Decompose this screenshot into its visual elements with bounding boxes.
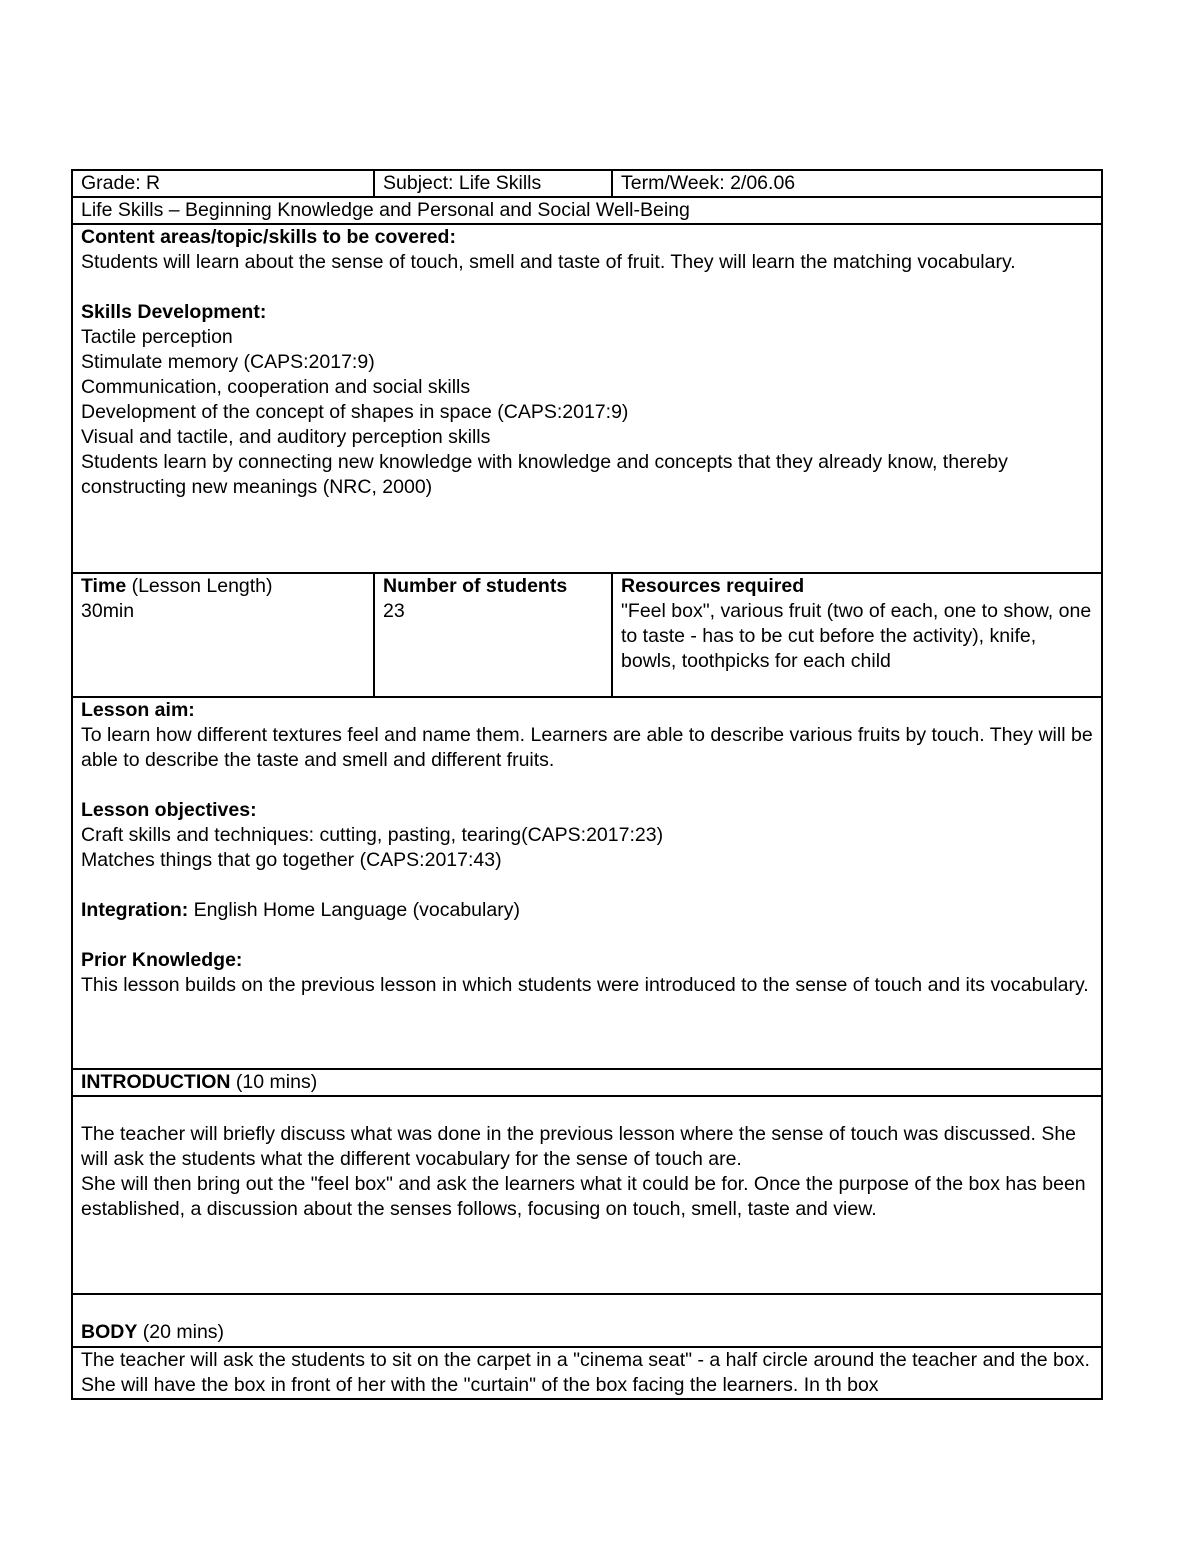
introduction-para: She will then bring out the "feel box" and ask the learners what it could be for. Once the purpose of the box has been established, a discussion about the senses follows, focusing on touch, smell, taste and view. — [81, 1173, 1086, 1220]
time-label: Time — [81, 575, 127, 597]
integration-value: English Home Language (vocabulary) — [188, 899, 520, 921]
spacer — [81, 873, 1093, 898]
spacer — [81, 773, 1093, 798]
content-text: Students will learn about the sense of touch, smell and taste of fruit. They will learn the matching vocabulary. — [81, 251, 1016, 273]
body-cell — [72, 1347, 1102, 1399]
body-header-cell — [72, 1294, 1102, 1347]
strand-row — [72, 197, 1102, 224]
students-cell — [374, 573, 612, 697]
skills-heading: Skills Development: — [81, 301, 267, 323]
objective-item: Craft skills and techniques: cutting, pasting, tearing(CAPS:2017:23) — [81, 824, 664, 846]
introduction-header-cell — [72, 1069, 1102, 1096]
introduction-cell — [72, 1096, 1102, 1294]
aim-heading: Lesson aim: — [81, 699, 195, 721]
prior-heading: Prior Knowledge: — [81, 949, 243, 971]
spacer — [81, 275, 1093, 300]
resources-value: "Feel box", various fruit (two of each, one to show, one to taste - has to be cut before the activity), knife, bowls, toothpicks for each child — [621, 600, 1092, 672]
spacer — [81, 1295, 1093, 1320]
time-note: (Lesson Length) — [126, 575, 273, 597]
content-row — [72, 224, 1102, 573]
resources-label: Resources required — [621, 575, 805, 597]
students-value: 23 — [383, 600, 405, 622]
body-heading: BODY — [81, 1321, 138, 1343]
meta-row — [72, 573, 1102, 697]
integration-label: Integration: — [81, 899, 189, 921]
introduction-row — [72, 1096, 1102, 1294]
grade-cell: Grade: R — [72, 170, 374, 197]
skill-item: Tactile perception — [81, 326, 233, 348]
objective-item: Matches things that go together (CAPS:2017:43) — [81, 849, 502, 871]
skill-item: Visual and tactile, and auditory perception skills — [81, 426, 491, 448]
time-value: 30min — [81, 600, 135, 622]
spacer — [81, 1097, 1093, 1122]
objectives-heading: Lesson objectives: — [81, 799, 257, 821]
content-heading: Content areas/topic/skills to be covered: — [81, 226, 456, 248]
introduction-para: The teacher will briefly discuss what was done in the previous lesson where the sense of touch was discussed. She will ask the students what the different vocabulary for the sense of touch are. — [81, 1123, 1077, 1170]
header-row — [72, 170, 1102, 197]
introduction-header-row — [72, 1069, 1102, 1096]
skill-item: Students learn by connecting new knowledge with knowledge and concepts that they already know, thereby constructing new meanings (NRC, 2000) — [81, 451, 1008, 498]
skill-item: Stimulate memory (CAPS:2017:9) — [81, 351, 375, 373]
introduction-duration: (10 mins) — [230, 1071, 318, 1093]
introduction-heading: INTRODUCTION — [81, 1071, 231, 1093]
subject-cell: Subject: Life Skills — [374, 170, 612, 197]
body-text: The teacher will ask the students to sit on the carpet in a "cinema seat" - a half circle around the teacher and the box. She will have the box in front of her with the "curtain" of the box facing the learners. In th box — [81, 1349, 1090, 1396]
lesson-plan-table — [71, 169, 1103, 1400]
body-header-row — [72, 1294, 1102, 1347]
resources-cell — [612, 573, 1102, 697]
prior-text: This lesson builds on the previous lesson in which students were introduced to the sense of touch and its vocabulary. — [81, 974, 1089, 996]
strand-cell: Life Skills – Beginning Knowledge and Personal and Social Well-Being — [72, 197, 1102, 224]
term-week-cell: Term/Week: 2/06.06 — [612, 170, 1102, 197]
aim-row — [72, 697, 1102, 1069]
skill-item: Communication, cooperation and social skills — [81, 376, 471, 398]
students-label: Number of students — [383, 575, 568, 597]
time-cell — [72, 573, 374, 697]
aim-text: To learn how different textures feel and name them. Learners are able to describe various fruits by touch. They will be able to describe the taste and smell and different fruits. — [81, 724, 1093, 771]
body-duration: (20 mins) — [137, 1321, 225, 1343]
body-row — [72, 1347, 1102, 1399]
aim-cell — [72, 697, 1102, 1069]
spacer — [81, 923, 1093, 948]
skill-item: Development of the concept of shapes in space (CAPS:2017:9) — [81, 401, 629, 423]
content-cell — [72, 224, 1102, 573]
